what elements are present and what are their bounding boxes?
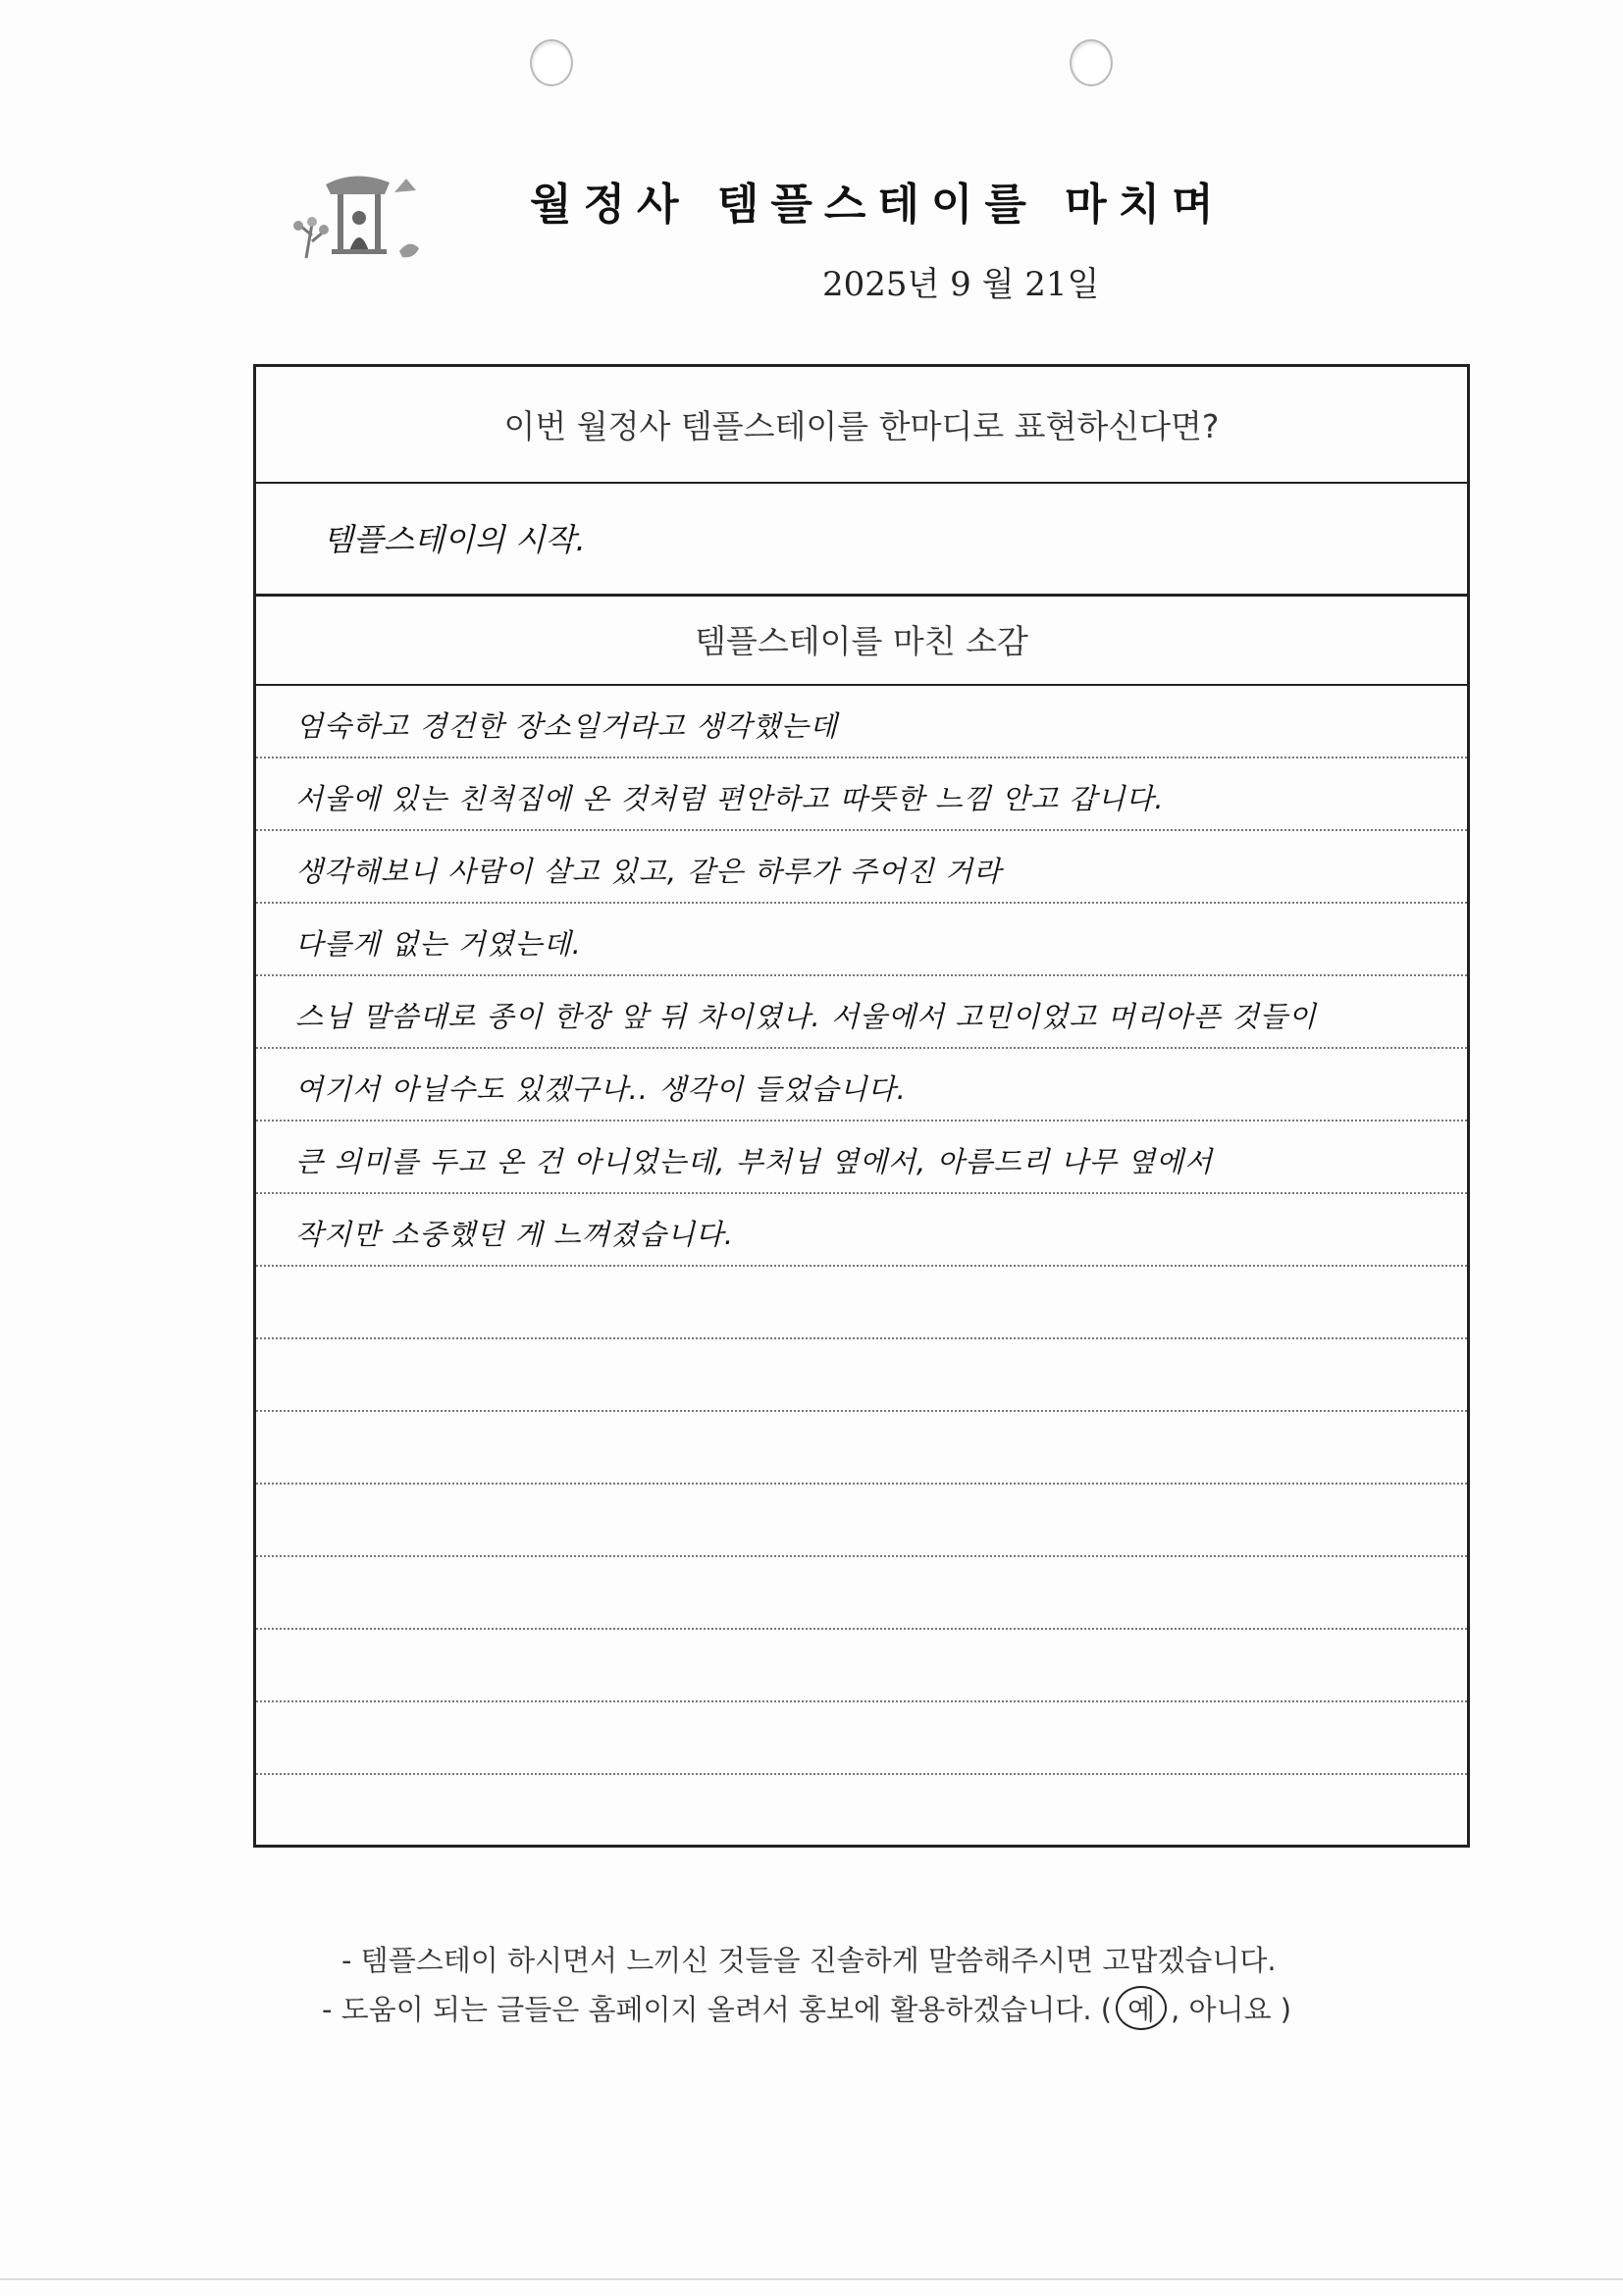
- writing-line: [256, 829, 1467, 904]
- answer-one-field[interactable]: [256, 482, 1467, 597]
- consent-yes-option[interactable]: 예: [1116, 1986, 1167, 2030]
- writing-line: [256, 974, 1467, 1049]
- writing-line: [256, 1337, 1467, 1412]
- punch-hole-right: [1070, 39, 1113, 86]
- consent-question: - 도움이 되는 글들은 홈페이지 올려서 홍보에 활용하겠습니다. (: [322, 1993, 1113, 2026]
- line-text: 여기서 아닐수도 있겠구나.. 생각이 들었습니다.: [295, 1072, 907, 1106]
- writing-line: [256, 1773, 1467, 1848]
- footer-note-two: [322, 1986, 1291, 2030]
- writing-line: [256, 902, 1467, 976]
- writing-line: [256, 1192, 1467, 1267]
- line-text: 큰 의미를 두고 온 건 아니었는데, 부처님 옆에서, 아름드리 나무 옆에서: [295, 1145, 1214, 1178]
- line-text: 다를게 없는 거였는데.: [295, 927, 582, 961]
- punch-hole-left: [530, 39, 573, 86]
- line-text: 스님 말씀대로 종이 한장 앞 뒤 차이였나. 서울에서 고민이었고 머리아픈 것들이: [295, 1000, 1317, 1033]
- reflection-form: [253, 364, 1470, 1848]
- temple-logo-icon: [277, 165, 444, 283]
- writing-line: [256, 1700, 1467, 1775]
- question-two: 템플스테이를 마친 소감: [256, 594, 1467, 686]
- question-one: 이번 월정사 템플스테이를 한마디로 표현하신다면?: [256, 367, 1467, 484]
- line-text: 작지만 소중했던 게 느껴졌습니다.: [295, 1218, 735, 1251]
- writing-line: [256, 757, 1467, 831]
- consent-no-option[interactable]: , 아니요 ): [1171, 1993, 1292, 2026]
- line-text: 생각해보니 사람이 살고 있고, 같은 하루가 주어진 거라: [295, 855, 1003, 888]
- page-edge: [0, 2278, 1623, 2280]
- writing-line: [256, 1555, 1467, 1630]
- line-text: 서울에 있는 친척집에 온 것처럼 편안하고 따뜻한 느낌 안고 갑니다.: [295, 782, 1165, 815]
- page-title: 월정사 템플스테이를 마치며: [530, 180, 1226, 230]
- writing-line: [256, 684, 1467, 758]
- writing-line: [256, 1483, 1467, 1557]
- writing-line: [256, 1410, 1467, 1485]
- footer-note-one: - 템플스테이 하시면서 느끼신 것들을 진솔하게 말씀해주시면 고맙겠습니다.: [341, 1944, 1277, 1977]
- writing-line: [256, 1265, 1467, 1339]
- date-line: 2025년 9 월 21일: [822, 265, 1100, 304]
- writing-line: [256, 1120, 1467, 1194]
- line-text: 엄숙하고 경건한 장소일거라고 생각했는데: [295, 709, 838, 743]
- answer-one-text: 템플스테이의 시작.: [323, 521, 586, 558]
- writing-line: [256, 1628, 1467, 1702]
- impression-lines[interactable]: [256, 684, 1467, 1557]
- writing-line: [256, 1047, 1467, 1122]
